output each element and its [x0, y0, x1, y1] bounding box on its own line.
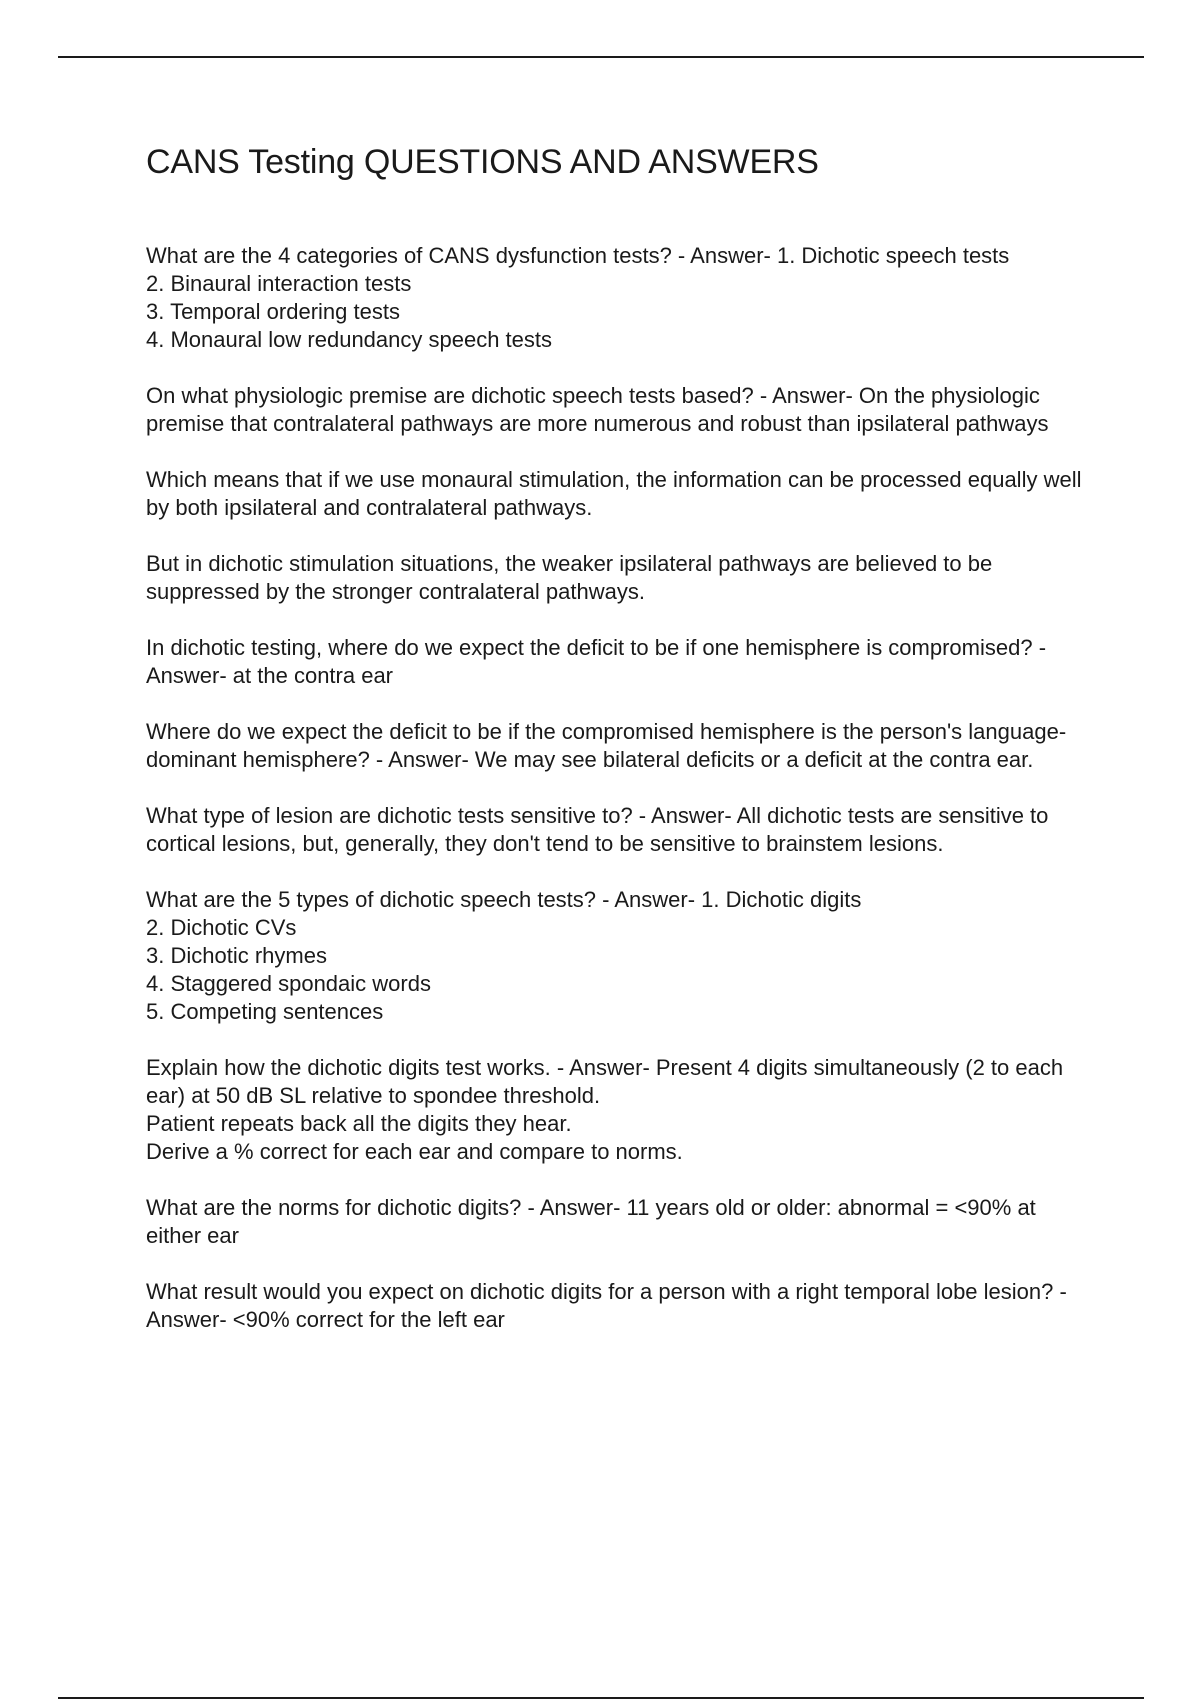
qa-block-10: What are the norms for dichotic digits? - Answer- 11 years old or older: abnormal = <90% at either ear	[146, 1195, 1036, 1248]
qa-block-2: On what physiologic premise are dichotic speech tests based? - Answer- On the physiologic premise that contralateral pathways are more numerous and robust than ipsilateral pathways	[146, 383, 1049, 436]
qa-list	[146, 242, 1086, 1334]
qa-block-9: Explain how the dichotic digits test works. - Answer- Present 4 digits simultaneously (2 to each ear) at 50 dB SL relative to spondee threshold. Patient repeats back all the digits they hear. Derive a % correct for each ear and compare to norms.	[146, 1055, 1064, 1164]
qa-block-3: Which means that if we use monaural stimulation, the information can be processed equally well by both ipsilateral and contralateral pathways.	[146, 467, 1082, 520]
document-title: CANS Testing QUESTIONS AND ANSWERS	[146, 143, 819, 181]
qa-block-11: What result would you expect on dichotic digits for a person with a right temporal lobe lesion? - Answer- <90% correct for the left ear	[146, 1279, 1067, 1332]
page-content	[146, 140, 1086, 1362]
qa-block-4: But in dichotic stimulation situations, the weaker ipsilateral pathways are believed to be suppressed by the stronger contralateral pathways.	[146, 551, 993, 604]
qa-block-8: What are the 5 types of dichotic speech tests? - Answer- 1. Dichotic digits 2. Dichotic CVs 3. Dichotic rhymes 4. Staggered spondaic words 5. Competing sentences	[146, 887, 862, 1024]
qa-block-1: What are the 4 categories of CANS dysfunction tests? - Answer- 1. Dichotic speech tests 2. Binaural interaction tests 3. Temporal ordering tests 4. Monaural low redundancy speech tests	[146, 243, 1010, 352]
qa-block-6: Where do we expect the deficit to be if the compromised hemisphere is the person's language-dominant hemisphere? - Answer- We may see bilateral deficits or a deficit at the contra ear.	[146, 719, 1067, 772]
footer-rule	[58, 1697, 1144, 1699]
header-rule	[58, 56, 1144, 58]
qa-block-7: What type of lesion are dichotic tests sensitive to? - Answer- All dichotic tests are sensitive to cortical lesions, but, generally, they don't tend to be sensitive to brainstem lesions.	[146, 803, 1049, 856]
qa-block-5: In dichotic testing, where do we expect the deficit to be if one hemisphere is compromised? - Answer- at the contra ear	[146, 635, 1047, 688]
